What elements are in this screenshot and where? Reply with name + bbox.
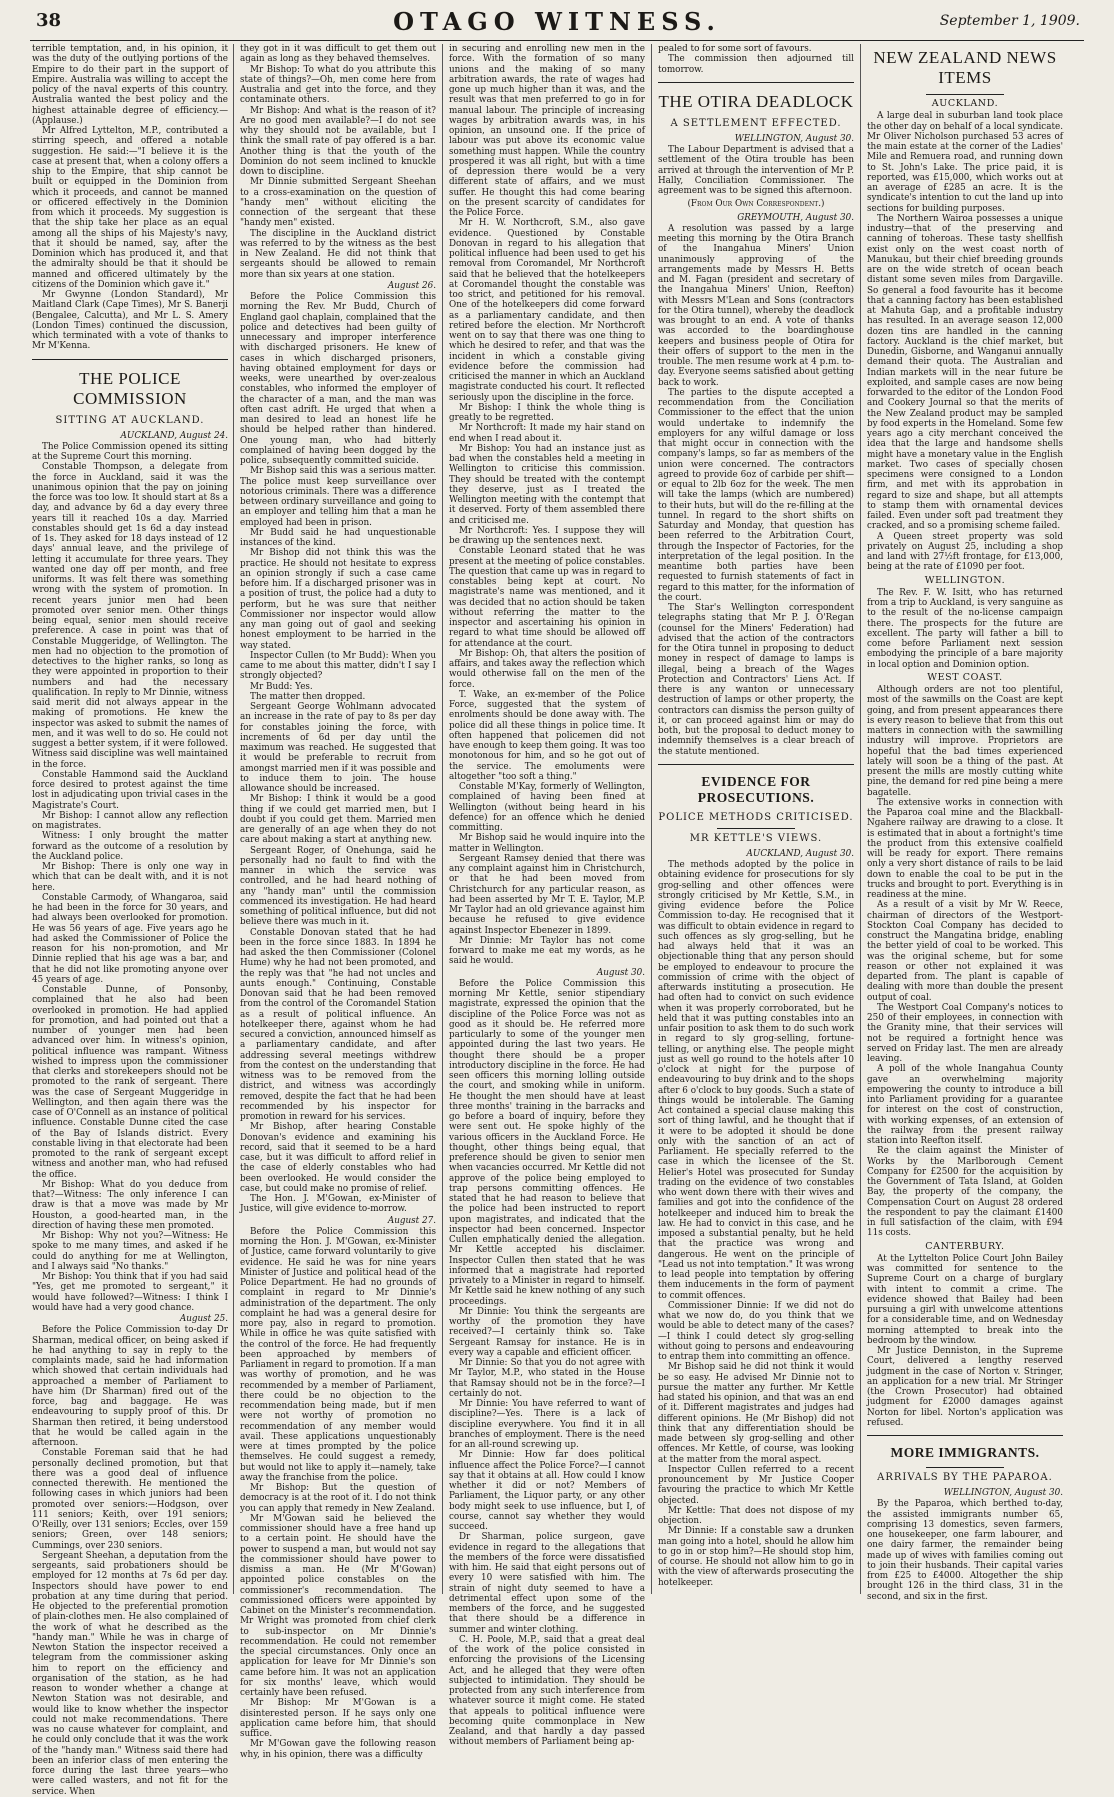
- article-paragraph: Re the claim against the Minister of Works by the Marlborough Cement Company for £2500 for the acquisition by the Government of Tata Island, at Golden Bay, the property of the company, the Compensation Court on August 28 ordered the respondent to pay the claimant £1400 in full satisfaction of the claim, with £94 11s costs.: [867, 1146, 1063, 1239]
- article-paragraph: Inspector Cullen referred to a recent pronouncement by Mr Justice Cooper favouring the practice to which Mr Kettle objected.: [658, 1464, 854, 1506]
- article-paragraph: Mr Dinnie: If a constable saw a drunken man going into a hotel, should he allow him to go in or stop him?—He should stop him, of course. He should not allow him to go in with the view of afterwards prosecuting the hotelkeeper.: [658, 1526, 854, 1588]
- article-paragraph: Constable Foreman said that he had personally declined promotion, but that there was a good deal of influence connected therewith. He mentioned the following cases in which juniors had been promoted over seniors:—Hodgson, over 111 seniors; Keith, over 191 seniors; O'Reilly, over 131 seniors; Eccles, over 159 seniors; Green, over 148 seniors; Cummings, over 230 seniors.: [32, 1448, 228, 1551]
- column-rule: [442, 44, 443, 1594]
- article-paragraph: Mr Bishop: And what is the reason of it? Are no good men available?—I do not see why they should not be available, but I think the small rate of pay offered is a bar. Another thing is that the youth of the Dominion do not seem inclined to knuckle down to discipline.: [240, 105, 436, 177]
- section-divider: [658, 82, 854, 83]
- article-paragraph: The Rev. F. W. Isitt, who has returned from a trip to Auckland, is very sanguine as to the result of the no-license campaign there. The prospects for the future are excellent. The party will father a bill to come before Parliament next session embodying the principle of a bare majority in local option and Dominion option.: [867, 587, 1063, 670]
- headline-police-commission: THE POLICE COMMISSION: [73, 368, 187, 408]
- article-paragraph: Mr Bishop: I think the whole thing is greatly to be regretted.: [449, 402, 645, 423]
- article-paragraph: Before the Police Commission this morning Mr Kettle, senior stipendiary magistrate, expressed the opinion that the discipline of the Police Force was not as good as it should be. He referred more particularly to some of the younger men appointed during the last two years. He thought there should be a proper introductory discipline in the force. He had seen officers this morning lolling outside the court, and smoking while in uniform. He thought the men should have at least three months' training in the barracks and go before a board of inquiry, before they were sent out. He spoke highly of the various officers in the Auckland Force. He thought, other things being equal, that preference should be given to senior men when vacancies occurred. Mr Kettle did not approve of the police being employed to trap persons committing offences. He stated that he had reason to believe that the police had been instructed to report upon magistrates, and indicated that the inspector had been concerned. Inspector Cullen emphatically denied the allegation. Mr Kettle accepted his disclaimer. Inspector Cullen then stated that he was informed that a magistrate had reported privately to a Minister in regard to himself. Mr Kettle said he knew nothing of any such proceedings.: [449, 978, 645, 1307]
- article-paragraph: As a result of a visit by Mr W. Reece, chairman of directors of the Westport-Stockton Coal Company has decided to construct the Mangatina bridge, enabling the better yield of coal to be worked. This was the original scheme, but for some reason or other not explained it was departed from. The plant is capable of dealing with more than double the present output of coal.: [867, 900, 1063, 1003]
- article-paragraph: Mr Northcroft: It made my hair stand on end when I read about it.: [449, 423, 645, 444]
- article-paragraph: Mr Dinnie: You have referred to want of discipline?—Yes. There is a lack of discipline everywhere. You find it in all branches of employment. There is the need for an all-round screwing up.: [449, 1399, 645, 1450]
- place-heading: CANTERBURY.: [925, 1240, 1005, 1252]
- article-paragraph: The commission then adjourned till tomorrow.: [658, 54, 854, 75]
- article-paragraph: A resolution was passed by a large meeting this morning by the Otira Branch of the Inangahua Miners' Union unanimously approving of the arrangements made by Messrs H. Betts and M. Fagan (president and secretary of the Inangahua Miners' Union, Reefton) with Messrs M'Lean and Sons (contractors for the Otira tunnel), whereby the deadlock was brought to an end. A vote of thanks was accorded to the boardinghouse keepers and business people of Otira for their offers of support to the men in the trouble. The men resume work at 4 p.m. to-day. Everyone seems satisfied about getting back to work.: [658, 223, 854, 388]
- short-divider: [926, 94, 1004, 95]
- article-paragraph: Before the Police Commission to-day Dr Sharman, medical officer, on being asked if he had anything to say in reply to the complaints made, said he had information which showed that certain individuals had approached a member of Parliament to have him (Dr Sharman) fired out of the force, bag and baggage. He was endeavouring to supply proof of this. Dr Sharman then retired, it being understood that he would be called again in the afternoon.: [32, 1325, 228, 1448]
- headline-more-immigrants: MORE IMMIGRANTS.: [890, 1445, 1040, 1460]
- article-paragraph: Sergeant Sheehan, a deputation from the sergeants, said probationers should be employed for 12 months at 7s 6d per day. Inspectors should have power to end probation at any time during that period. He objected to the preferential promotion of plain-clothes men. He also complained of the work of what he described as the "handy man." While he was in charge of Newton Station the inspector received a telegram from the commissioner asking him to report on the efficiency and organisation of the station, as he had reason to wonder whether a change at Newton Station was not desirable, and would like to know whether the inspector could not make recommendations. There was no cause whatever for complaint, and he could only conclude that it was the work of the "handy man." Witness said there had been an inferior class of men entering the force during the last three years—who were called wasters, and not fit for the service. When: [32, 1550, 228, 1797]
- article-paragraph: Constable Carmody, of Whangaroa, said he had been in the force for 30 years, and had always been overlooked for promotion. He was 56 years of age. Five years ago he had asked the Commissioner of Police the reason for his non-promotion, and Mr Dinnie replied that his age was a bar, and that he did not like promoting anyone over 45 years of age.: [32, 892, 228, 985]
- correspondent-credit: (From Our Own Correspondent.): [687, 199, 825, 210]
- article-paragraph: Mr Bishop: You had an instance just as bad when the constables held a meeting in Wellington to criticise this commission. They should be treated with the contempt they deserve, just as I treated the Wellington meeting with the contempt that it deserved. Forty of them assembled there and criticised me.: [449, 443, 645, 526]
- short-divider: [717, 828, 795, 829]
- article-paragraph: The Police Commission opened its sitting at the Supreme Court this morning.: [32, 441, 228, 462]
- place-heading: AUCKLAND.: [931, 98, 999, 109]
- article-paragraph: By the Paparoa, which berthed to-day, the assisted immigrants number 65, comprising 13 domestics, seven farmers, one housekeeper, one farm labourer, and one dairy farmer, the remainder being made up of wives with families coming out to join their husbands. Their capital varies from £25 to £4000. Altogether the ship brought 126 in the third class, 31 in the second, and six in the first.: [867, 1499, 1063, 1602]
- dateline: AUCKLAND, August 24.: [120, 430, 228, 441]
- article-paragraph: Sergeant George Wohlmann advocated an increase in the rate of pay to 8s per day for constables joining the force, with increments of 6d per day until the maximum was reached. He suggested that it would be preferable to recruit from amongst married men if it was possible and to induce them to join. The house allowance should be increased.: [240, 702, 436, 794]
- article-paragraph: Mr Bishop said this was a serious matter. The police must keep surveillance over notorious criminals. There was a difference between ordinary surveillance and going to an employer and telling him that a man he employed had been in prison.: [240, 466, 436, 528]
- article-paragraph: Mr Bishop: Oh, that alters the position of affairs, and takes away the reflection which would otherwise fall on the men of the force.: [449, 648, 645, 690]
- article-paragraph: The Star's Wellington correspondent telegraphs stating that Mr P. J. O'Regan (counsel for the Miners' Federation) had advised that the action of the contractors for the Otira tunnel in proposing to deduct money in respect of damage to lamps is illegal, being a breach of the Wages Protection and Contractors' Liens Act. If there is any wanton or unnecessary destruction of lamps or other property, the contractors can dismiss the person guilty of it, or can proceed against him or may do both, but the proposal to deduct money to indemnify themselves is a clear breach of the statute mentioned.: [658, 603, 855, 757]
- article-paragraph: At the Lyttelton Police Court John Bailey was committed for sentence to the Supreme Court on a charge of burglary with intent to commit a crime. The evidence showed that Bailey had been pursuing a girl with unwelcome attentions for a considerable time, and on Wednesday morning attempted to break into the bedroom by the window.: [867, 1253, 1063, 1346]
- column-3: [449, 44, 645, 1748]
- subheadline: SITTING AT AUCKLAND.: [55, 414, 205, 426]
- article-paragraph: Constable Thompson, a delegate from the force in Auckland, said it was the unanimous opinion that the pay on joining the force was too low. It should start at 8s a day, and advance by 6d a day every three years till it reached 10s a day. Married constables should get 1s 6d a day instead of 1s. They asked for 18 days instead of 12 days' annual leave, and the privilege of letting it accumulate for three years. They wanted one day off per month, and free uniforms. It was felt there was something wrong with the system of promotion. In recent years junior men had been promoted over senior men. Other things being equal, senior men should receive preference. A case in point was that of Constable Muggeridge, of Wellington. The men had no objection to the promotion of detectives to the higher ranks, so long as they were appointed in proportion to their numbers and had the necessary qualification. In reply to Mr Dinnie, witness said merit did not always appear in the making of promotions. He knew the inspector was asked to submit the names of men, and it was well to do so. He could not suggest a better system, if it were followed. Witness said discipline was well maintained in the force.: [32, 462, 228, 770]
- article-paragraph: Mr Bishop: Why not you?—Witness: He spoke to me many times, and asked if he could do anything for me at Wellington, and I always said "No thanks.": [32, 1231, 228, 1272]
- article-paragraph: Mr Alfred Lyttelton, M.P., contributed a stirring speech, and offered a notable suggestion. He said:—"I believe it is the case at present that, when a colony offers a ship to the Empire, that ship cannot be built or equipped in the Dominion from which it proceeds, and cannot be manned or officered effectively in the Dominion from which it proceeds. My suggestion is that the ship take her place as an equal among all the ships of his Majesty's navy, that it should be named, say, after the Dominion which has produced it, and that the admiralty should be that it should be manned and officered ultimately by the citizens of the Dominion which gave it.": [32, 126, 228, 290]
- article-paragraph: The Hon. J. M'Gowan, ex-Minister of Justice, will give evidence to-morrow.: [240, 1194, 436, 1215]
- article-paragraph: Sergeant Roger, of Onehunga, said he personally had no fault to find with the manner in which the service was controlled, and he had heard nothing of any "handy man" until the commission commenced its investigation. He had heard something of political influence, but did not believe there was much in it.: [240, 845, 436, 928]
- dateline: WELLINGTON, August 30.: [734, 133, 854, 144]
- dateline: AUCKLAND, August 30.: [746, 848, 854, 859]
- place-heading: WEST COAST.: [927, 671, 1003, 683]
- article-paragraph: Inspector Cullen (to Mr Budd): When you came to me about this matter, didn't I say I strongly objected?: [240, 650, 436, 682]
- column-rule: [860, 44, 861, 1594]
- article-paragraph: Mr Bishop: But the question of democracy is at the root of it. I do not think you can apply that remedy in New Zealand.: [240, 1483, 436, 1514]
- article-paragraph: Mr Budd: Yes.: [250, 681, 313, 692]
- article-paragraph: Before the Police Commission this morning the Hon. J. M'Gowan, ex-Minister of Justice, came forward voluntarily to give evidence. He said he was for nine years Minister of Justice and political head of the Police Department. He had no grounds of complaint in regard to Mr Dinnie's administration of the department. The only complaint he had was a general desire for more pay, also in regard to promotion. While in office he was quite satisfied with the control of the force. He had frequently been approached by members of Parliament in regard to promotion. If a man was worthy of promotion, and he was recommended by a member of Parliament, there could be no objection to the recommendation being made, but if men were not worthy of promotion no recommendation of any member would avail. These applications unquestionably were at times prompted by the police themselves. He could suggest a remedy, but would not like to apply it—namely, take away the franchise from the police.: [240, 1226, 436, 1483]
- article-paragraph: Constable Hammond said the Auckland force desired to protest against the time lost in adjudicating upon trivial cases in the Magistrate's Court.: [32, 769, 228, 811]
- article-paragraph: Mr Bishop: To what do you attribute this state of things?—Oh, men come here from Australia and get into the force, and they contaminate others.: [240, 64, 436, 106]
- dateline: August 27.: [387, 1215, 436, 1226]
- column-4: [658, 44, 854, 1596]
- article-paragraph: Mr H. W. Northcroft, S.M., also gave evidence. Questioned by Constable Donovan in regard to his allegation that political influence had been used to get his removal from Coromandel, Mr Northcroft said that he believed that the hotelkeepers at Coromandel thought the constable was too strict, and petitioned for his removal. One of the hotelkeepers did come forward as a parliamentary candidate, and then retired before the election. Mr Northcroft went on to say that there was one thing to which he desired to refer, and that was the incident in which a constable giving evidence before the commission had criticised the manner in which an Auckland magistrate conducted his court. It reflected seriously upon the discipline in the force.: [449, 218, 645, 403]
- article-paragraph: Mr Dinnie: Mr Taylor has not come forward to make me eat my words, as he said he would.: [449, 935, 645, 967]
- article-paragraph: Constable Donovan stated that he had been in the force since 1883. In 1894 he had asked the then Commissioner (Colonel Hume) why he had not been promoted, and the reply was that "he had not uncles and aunts enough." Continuing, Constable Donovan said that he had been removed from the control of the Coromandel Station as a result of political influence. An hotelkeeper there, against whom he had secured a conviction, announced himself as a parliamentary candidate, and after addressing several meetings withdrew from the contest on the understanding that witness was to be removed from the district, and witness was accordingly removed, despite the fact that he had been recommended by his inspector for promotion in reward for his services.: [240, 927, 436, 1122]
- article-paragraph: T. Wake, an ex-member of the Police Force, suggested that the system of enrolments should be done away with. The police did all these things in police time. It often happened that policemen did not have enough to keep them going. It was too monotonous for him, and so he got out of the service. The emoluments were altogether "too soft a thing.": [449, 689, 645, 782]
- article-paragraph: Mr Bishop: You think that if you had said "Yes, get me promoted to sergeant," it would have followed?—Witness: I think I would have had a very good chance.: [32, 1272, 228, 1313]
- article-paragraph: Mr Bishop said he would inquire into the matter in Wellington.: [449, 833, 645, 854]
- headline-nz-news-items: NEW ZEALAND NEWS ITEMS: [873, 48, 1057, 87]
- article-paragraph: The matter then dropped.: [250, 691, 366, 702]
- column-2: [240, 44, 436, 1760]
- subheadline: ARRIVALS BY THE PAPAROA.: [877, 1472, 1053, 1483]
- article-paragraph: Sergeant Ramsey denied that there was any complaint against him in Christchurch, or that he had been moved from Christchurch for any particular reason, as had been asserted by Mr T. E. Taylor, M.P. Mr Taylor had an old grievance against him because he refused to give evidence against Inspector Ebenezer in 1899.: [449, 853, 645, 936]
- dateline: August 26.: [387, 280, 436, 291]
- article-paragraph: The extensive works in connection with the Paparoa coal mine and the Blackball-Ngahere railway are drawing to a close. It is estimated that in about a fortnight's time the product from this extensive coalfield will be ready for export. There remains only a very short distance of rails to be laid down to enable the coal to be put in the trucks and brought to port. Everything is in readiness at the mine.: [867, 797, 1063, 900]
- article-paragraph: Mr Gwynne (London Standard), Mr Maitland Clark (Cape Times), Mr S. Banerji (Bengalee, Calcutta), and Mr L. S. Amery (London Times) continued the discussion, which terminated with a vote of thanks to Mr M'Kenna.: [32, 290, 228, 352]
- article-paragraph: Mr Dinnie: You think the sergeants are worthy of the promotion they have received?—I certainly think so. Take Sergeant Ramsay for instance. He is in every way a capable and efficient officer.: [449, 1306, 645, 1358]
- short-divider: [926, 1467, 1004, 1468]
- article-paragraph: Mr Bishop did not think this was the practice. He should not hesitate to express an opinion strongly if such a case came before him. If a discharged prisoner was in a position of trust, the police had a duty to perform, but he was sure that neither Commissioner nor inspector would allow any man going out of gaol and seeking honest employment to be harried in the way stated.: [240, 548, 436, 651]
- article-paragraph: Mr Bishop, after hearing Constable Donovan's evidence and examining his record, said that it seemed to be a hard case, but it was difficult to afford relief in the case of elderly constables who had been overlooked. He would consider the case, but could make no promise of relief.: [240, 1122, 436, 1194]
- newspaper-title: OTAGO WITNESS.: [393, 7, 721, 36]
- article-paragraph: Mr Dinnie submitted Sergeant Sheehan to a cross-examination on the question of "handy men" without eliciting the connection of the sergeant that these "handy men" existed.: [240, 177, 436, 229]
- column-rule: [233, 44, 234, 1594]
- headline-otira-deadlock: THE OTIRA DEADLOCK: [658, 91, 854, 111]
- article-paragraph: The Labour Department is advised that a settlement of the Otira trouble has been arrived at through the intervention of Mr P. Hally, Conciliation Commissioner. The agreement was to be signed this afternoon.: [658, 145, 854, 196]
- article-paragraph: Constable M'Kay, formerly of Wellington, complained of having been fined at Wellington (without being heard in his defence) for an offence which he denied committing.: [449, 782, 645, 833]
- article-paragraph: Mr Bishop said he did not think it would be so easy. He advised Mr Dinnie not to pursue the matter any further. Mr Kettle had stated his opinion, and that was an end of it. Different magistrates and judges had different opinions. He (Mr Bishop) did not think that any differentiation should be made between sly grog-selling and other offences. Mr Kettle, of course, was looking at the matter from the moral aspect.: [658, 1362, 854, 1465]
- subheadline: POLICE METHODS CRITICISED.: [658, 811, 854, 823]
- article-paragraph: Mr Justice Denniston, in the Supreme Court, delivered a lengthy reserved judgment in the case of Norton v. Stringer, an application for a new trial. Mr Stringer (the Crown Prosecutor) had obtained judgment for £2000 damages against Norton for libel. Norton's application was refused.: [867, 1346, 1063, 1428]
- headline-evidence-for-prosecutions: EVIDENCE FOR PROSECUTIONS.: [697, 773, 815, 805]
- dateline: August 30.: [596, 967, 645, 978]
- article-paragraph: Mr Dinnie: So that you do not agree with Mr Taylor, M.P., who stated in the House that Ramsay should not be in the force?—I certainly do not.: [449, 1358, 645, 1399]
- article-paragraph: Before the Police Commission this morning the Rev. Mr Budd, Church of England gaol chaplain, complained that the police and detectives had been guilty of unnecessary and improper interference with discharged prisoners. He knew of cases in which discharged prisoners, having obtained employment for days or weeks, were unearthed by over-zealous constables, who informed the employer of the character of a man, and the man was often cast adrift. He urged that when a man desired to lead an honest life he should be helped rather than hindered. One young man, who had bitterly complained of having been dogged by the police, subsequently committed suicide.: [240, 292, 436, 466]
- article-paragraph: pealed to for some sort of favours.: [658, 44, 812, 54]
- article-paragraph: Mr Bishop: Mr M'Gowan is a disinterested person. If he says only one application came before him, that should suffice.: [240, 1698, 436, 1739]
- article-paragraph: Dr Sharman, police surgeon, gave evidence in regard to the allegations that the members of the force were dissatisfied with him. He said that eight persons out of every 10 were satisfied with him. The strain of night duty seemed to have a detrimental effect upon some of the members of the force, and he suggested that there should be a difference in summer and winter clothing.: [449, 1532, 645, 1635]
- masthead: [30, 4, 1084, 41]
- section-divider: [867, 1435, 1063, 1436]
- article-paragraph: Mr Northcroft: Yes. I suppose they will be drawing up the sentences next.: [449, 525, 645, 546]
- article-paragraph: they got in it was difficult to get them out again as long as they behaved themselves.: [240, 44, 436, 65]
- article-paragraph: terrible temptation, and, in his opinion, it was the duty of the outlying portions of the Empire to do their part in the support of Empire. Australia was willing to accept the policy of the naval experts of this country. Australia wanted the best policy and the highest attainable degree of efficiency.—(Applause.): [32, 44, 228, 126]
- article-paragraph: The Westport Coal Company's notices to 250 of their employees, in connection with the Granity mine, that their services will not be required a fortnight hence was served on Friday last. The men are already leaving.: [867, 1002, 1063, 1064]
- article-paragraph: Mr M'Gowan said he believed the commissioner should have a free hand up to a certain point. He should have the power to suspend a man, but would not say the commissioner should have power to dismiss a man. He (Mr M'Gowan) appointed police constables on the commissioner's recommendation. The commissioned officers were appointed by Cabinet on the Minister's recommendation. Mr Wright was promoted from chief clerk to sub-inspector on Mr Dinnie's recommendation. He could not remember the special circumstances. Only once an application for leave for Mr Dinnie's son came before him. It was not an application for six months' leave, which would certainly have been refused.: [240, 1513, 436, 1698]
- article-paragraph: The discipline in the Auckland district was referred to by the witness as the best in New Zealand. He did not think that sergeants should be allowed to remain more than six years at one station.: [240, 228, 436, 280]
- article-paragraph: Mr Kettle: That does not dispose of my objection.: [658, 1505, 854, 1526]
- article-paragraph: A Queen street property was sold privately on August 25, including a shop and land with 27½ft frontage, for £13,000, being at the rate of £1090 per foot.: [867, 531, 1063, 573]
- article-paragraph: Mr Bishop: I think it would be a good thing if we could get married men, but I doubt if you could get them. Married men are generally of an age when they do not care about making a start at anything new.: [240, 794, 436, 846]
- issue-date: September 1, 1909.: [939, 13, 1080, 29]
- subheadline: MR KETTLE'S VIEWS.: [689, 832, 823, 844]
- article-paragraph: Commissioner Dinnie: If we did not do what we now do, do you think that we would be able to detect many of the cases?—I think I could detect sly grog-selling without going to persons and endeavouring to entrap them into committing an offence.: [658, 1300, 854, 1362]
- article-paragraph: Mr Bishop: There is only one way in which that can be dealt with, and it is not here.: [32, 862, 228, 893]
- article-paragraph: The methods adopted by the police in obtaining evidence for prosecutions for sly grog-selling and other offences were strongly criticised by Mr Kettle, S.M., in giving evidence before the Police Commission to-day. He recognised that it was difficult to obtain evidence in regard to such offences as sly grog-selling, but he had always held that it was an objectionable thing that any person should be employed to endeavour to procure the commission of crime with the object of afterwards instituting a prosecution. He had often had to convict on such evidence when it was properly corroborated, but he held that it was putting constables into an unfair position to ask them to do such work in regard to sly grog-selling, fortune-telling, or anything else. The people might just as well go round to the hotels after 10 o'clock at night for the purpose of endeavouring to buy drink and to the shops after 6 o'clock to buy goods. Such a state of things would be intolerable. The Gaming Act contained a special clause making this sort of thing lawful, and he thought that if it were to be adopted it should be done only with the sanction of an act of Parliament. He specially referred to the case in which the licensee of the St. Helier's Hotel was prosecuted for Sunday trading on the evidence of two constables who went down there with their wives and families and got into the confidence of the hotelkeeper and induced him to break the law. He had to convict in this case, and he imposed a substantial penalty, but he held that the practice was wrong and dangerous. He went on the principle of "Lead us not into temptation." It was wrong to lead people into temptation by offering them inducements in the form of payment to commit offences.: [658, 860, 854, 1301]
- section-divider: [658, 764, 854, 765]
- subheadline: A SETTLEMENT EFFECTED.: [670, 117, 842, 129]
- article-paragraph: Constable Leonard stated that he was present at the meeting of police constables. The question that came up was in regard to constables being kept at court. No magistrate's name was mentioned, and it was decided that no action should be taken without referring the matter to the inspector and ascertaining his opinion in regard to what time should be allowed off for attendance at the court.: [449, 546, 645, 649]
- column-rule: [651, 44, 652, 1594]
- section-divider: [32, 359, 228, 360]
- place-heading: WELLINGTON.: [924, 574, 1006, 586]
- article-paragraph: Constable Dunne, of Ponsonby, complained that he also had been overlooked in promotion. He had applied for promotion, and had pointed out that a number of younger men had been advanced over him. In witness's opinion, political influence was rampant. Witness wished to impress upon the commissioner that clerks and storekeepers should not be promoted to the rank of sergeant. There was the case of Sergeant Muggeridge in Wellington, and then again there was the case of O'Connell as an instance of political influence. Constable Dunne cited the case of the Bay of Islands district. Every constable living in that electorate had been promoted to the rank of sergeant except witness and another man, who had refused the office.: [32, 985, 228, 1180]
- dateline: August 25.: [179, 1314, 228, 1324]
- page-number: 38: [36, 10, 62, 31]
- article-paragraph: The parties to the dispute accepted a recommendation from the Conciliation Commissioner to the effect that the union would undertake to indemnify the employers for any wilful damage or loss that might occur in connection with the company's lamps, so far as members of the union were concerned. The contractors agreed to provide 6oz of carbide per shift—or equal to 2lb 6oz for the week. The men will take the lamps (which are numbered) to their huts, but will do the re-filling at the tunnel. In regard to the short shifts on Saturday and Monday, that question has been referred to the Arbitration Court, through the Inspector of Factories, for the interpretation of the legal position. In the meantime both parties have been requested to furnish statements of fact in regard to this matter, for the information of the court.: [658, 387, 854, 603]
- article-paragraph: Mr M'Gowan gave the following reason why, in his opinion, there was a difficulty: [240, 1739, 436, 1760]
- article-paragraph: A large deal in suburban land took place the other day on behalf of a local syndicate. Mr Oliver Nicholson purchased 53 acres of the main estate at the corner of the Ladies' Mile and Remuera road, and running down to St. John's Lake. The price paid, it is reported, was £15,000, which works out at an average of £285 an acre. It is the syndicate's intention to cut the land up into sections for building purposes.: [867, 111, 1063, 214]
- column-5: [867, 44, 1063, 1602]
- article-paragraph: Mr Budd said he had unquestionable instances of the kind.: [240, 527, 436, 548]
- article-paragraph: Mr Dinnie: How far does political influence affect the Police Force?—I cannot say that it obtains at all. How could I know whether it did or not? Members of Parliament, the Liquor party, or any other body might seek to use influence, but I, of course, cannot say whether they would succeed.: [449, 1450, 645, 1532]
- article-paragraph: A poll of the whole Inangahua County gave an overwhelming majority empowering the county to introduce a bill into Parliament providing for a guarantee for interest on the cost of construction, with working expenses, of an extension of the railway from the present railway station into Reefton itself.: [867, 1064, 1063, 1146]
- dateline: GREYMOUTH, August 30.: [737, 212, 854, 223]
- article-paragraph: Mr Bishop: What do you deduce from that?—Witness: The only inference I can draw is that a move was made by Mr Houston, a good-hearted man, in the direction of having these men promoted.: [32, 1179, 228, 1231]
- article-paragraph: Although orders are not too plentiful, most of the sawmills on the Coast are kept going, and from present appearances there is every reason to believe that from this out matters in connection with the sawmilling industry will improve. Proprietors are hopeful that the bad times experienced lately will soon be a thing of the past. At present the mills are mostly cutting white pine, the demand for red pine being a mere bagatelle.: [867, 685, 1063, 798]
- article-paragraph: in securing and enrolling new men in the force. With the formation of so many unions and the making of so many arbitration awards, the rate of wages had gone up much higher than it was, and the result was that men preferred to go in for manual labour. The principle of increasing wages by arbitration awards was, in his opinion, an unsound one. If the price of labour was put above its economic value something must happen. While the country prospered it was all right, but with a time of depression there would be a very different state of affairs, and we must suffer. He thought this had come bearing on the present scarcity of candidates for the Police Force.: [449, 44, 645, 218]
- article-paragraph: Mr Bishop: I cannot allow any reflection on magistrates.: [32, 810, 228, 831]
- article-paragraph: Witness: I only brought the matter forward as the outcome of a resolution by the Auckland police.: [32, 831, 228, 862]
- article-paragraph: C. H. Poole, M.P., said that a great deal of the work of the police consisted in enforcing the provisions of the Licensing Act, and he alleged that they were often subjected to intimidation. They should be protected from any such interference from whatever source it might come. He stated that appeals to political influence were becoming quite commonplace in New Zealand, and that hardly a day passed without members of Parliament being ap-: [449, 1634, 645, 1748]
- dateline: WELLINGTON, August 30.: [943, 1488, 1063, 1498]
- column-1: [32, 44, 228, 1797]
- article-paragraph: The Northern Wairoa possesses a unique industry—that of the preserving and canning of toheroas. These tasty shellfish exist only on the west coast north of Manukau, but their chief breeding grounds are on the wide stretch of ocean beach distant some seven miles from Dargaville. So general a food favourite has it become that a canning factory has been established at Mahuta Gap, and a profitable industry has resulted. In an average season 12,000 dozen tins are handled in the canning factory. Auckland is the chief market, but Dunedin, Gisborne, and Wanganui annually demand their quota. The Australian and Indian markets will in the near future be exploited, and sample cases are now being forwarded to the editor of the London Food and Cookery Journal so that the merits of the New Zealand product may be sampled by food experts in the Homeland. Some few years ago a city merchant conceived the idea that the large and handsome shells might have a monetary value in the English market. Two cases of specially chosen specimens were consigned to a London firm, and met with its approbation in regard to size and shape, but all attempts to stamp them with ornamental devices failed. Even under soft pad treatment they cracked, and so a promising scheme failed.: [867, 213, 1063, 532]
